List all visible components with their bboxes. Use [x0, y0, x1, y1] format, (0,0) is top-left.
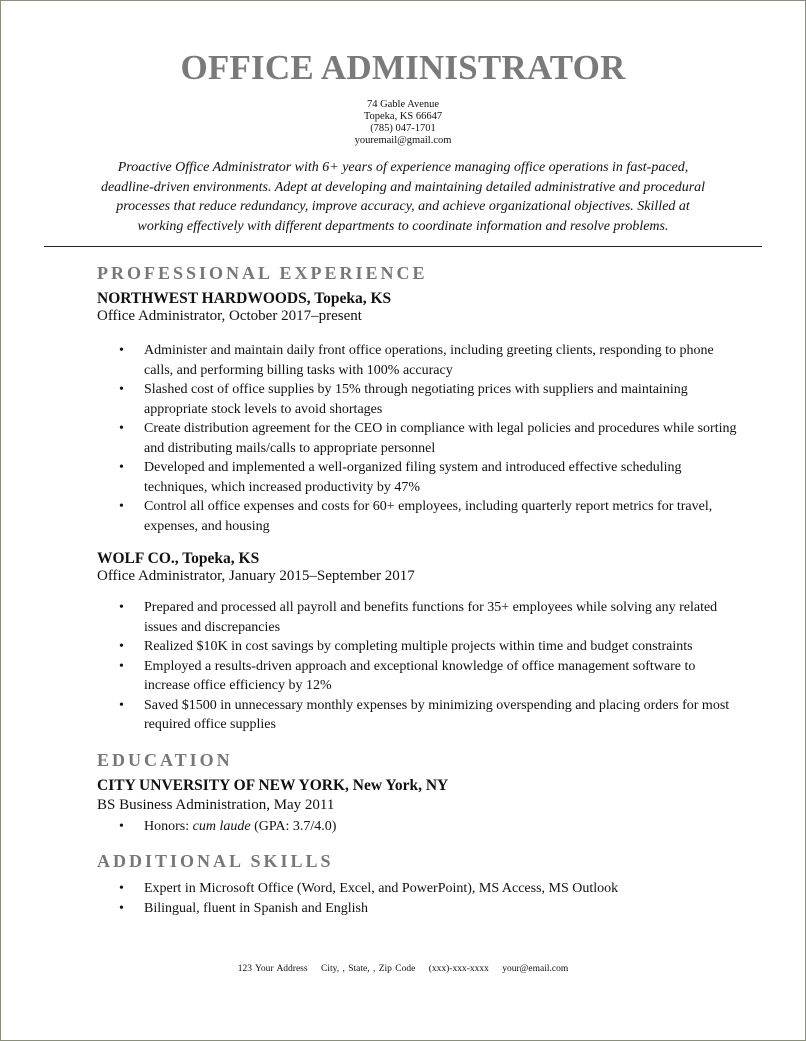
list-item: • Administer and maintain daily front office operations, including greeting clients, responding to phone calls, and performing billing tasks with 100% accuracy: [97, 341, 737, 380]
footer-contact: [0, 964, 806, 974]
contact-address: 74 Gable Avenue: [366, 99, 440, 110]
honors-label: Honors:: [144, 819, 193, 834]
education-bullets: [97, 817, 737, 837]
honors-item: [97, 817, 737, 837]
school-name: CITY UNVERSITY OF NEW YORK, New York, NY: [97, 777, 449, 794]
footer-email: your@email.com: [502, 964, 569, 974]
list-item: • Slashed cost of office supplies by 15% through negotiating prices with suppliers and maintaining appropriate stock levels to avoid shortages: [97, 380, 737, 419]
header-divider: [44, 246, 762, 247]
list-item: • Expert in Microsoft Office (Word, Excel, and PowerPoint), MS Access, MS Outlook: [97, 879, 737, 899]
contact-phone: (785) 047-1701: [370, 123, 436, 134]
job-bullets: [97, 598, 737, 735]
contact-city: Topeka, KS 66647: [363, 111, 443, 122]
job-org: NORTHWEST HARDWOODS, Topeka, KS: [97, 290, 392, 307]
list-item: • Create distribution agreement for the CEO in compliance with legal policies and procedures while sorting and distributing mails/calls to appropriate personnel: [97, 419, 737, 458]
summary-paragraph: Proactive Office Administrator with 6+ years of experience managing office operations in fast-paced, deadline-driven environments. Adept at developing and maintaining detailed administrative and procedural processes that reduce redundancy, improve accuracy, and achieve organizational objectives. Skilled at working effectively with different departments to coordinate information and resolve problems.: [100, 160, 706, 234]
footer-phone: (xxx)-xxx-xxxx: [428, 964, 489, 974]
list-item: • Developed and implemented a well-organized filing system and introduced effective scheduling techniques, which increased productivity by 47%: [97, 458, 737, 497]
list-item: • Saved $1500 in unnecessary monthly expenses by minimizing overspending and placing orders for most required office supplies: [97, 696, 737, 735]
list-item: • Bilingual, fluent in Spanish and English: [97, 899, 737, 919]
list-item: • Realized $10K in cost savings by completing multiple projects within time and budget constraints: [97, 637, 737, 657]
job-role: Office Administrator, October 2017–present: [97, 308, 362, 324]
honors-distinction: cum laude: [192, 819, 251, 834]
job-bullets: [97, 341, 737, 536]
job-org: WOLF CO., Topeka, KS: [97, 550, 260, 567]
section-heading-experience: PROFESSIONAL EXPERIENCE: [97, 263, 428, 283]
footer-address: 123 Your Address: [237, 964, 308, 974]
section-heading-skills: ADDITIONAL SKILLS: [97, 851, 334, 871]
footer-city: City, , State, , Zip Code: [320, 964, 416, 974]
resume-name: OFFICE ADMINISTRATOR: [180, 48, 626, 87]
section-heading-education: EDUCATION: [97, 750, 233, 770]
contact-email: youremail@gmail.com: [354, 135, 452, 146]
list-item: • Employed a results-driven approach and exceptional knowledge of office management software to increase office efficiency by 12%: [97, 657, 737, 696]
skills-bullets: [97, 879, 737, 918]
job-role: Office Administrator, January 2015–September 2017: [97, 568, 415, 584]
contact-block: [0, 99, 806, 147]
list-item: • Control all office expenses and costs for 60+ employees, including quarterly report metrics for travel, expenses, and housing: [97, 497, 737, 536]
honors-gpa: (GPA: 3.7/4.0): [250, 819, 337, 834]
list-item: • Prepared and processed all payroll and benefits functions for 35+ employees while solving any related issues and discrepancies: [97, 598, 737, 637]
degree: BS Business Administration, May 2011: [97, 797, 335, 813]
